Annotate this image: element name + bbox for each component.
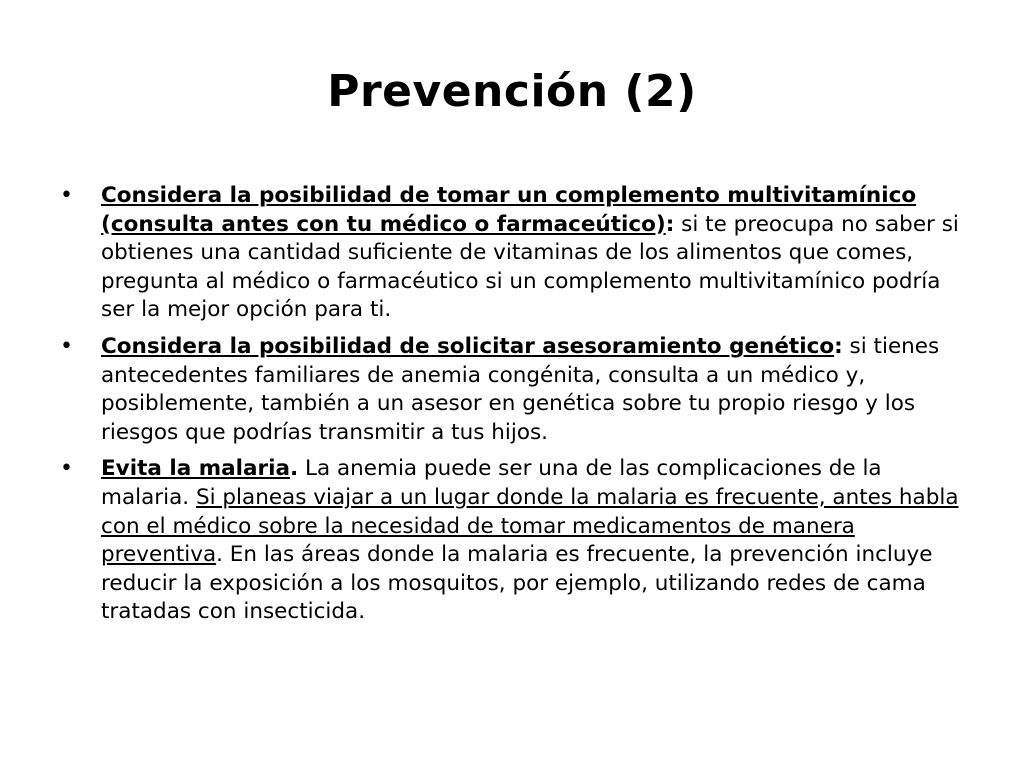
- bullet-heading-suffix: :: [834, 333, 843, 359]
- bullet-marker: •: [60, 333, 73, 359]
- bullet-body: si te preocupa no saber si obtienes una cantidad suficiente de vitaminas de los alimentos que comes, pregunta al médico o farmacéutico si un complemento multivitamínico podría ser la mejor opción para ti.: [101, 211, 959, 323]
- bullet-marker: •: [60, 183, 73, 208]
- bullet-heading: Considera la posibilidad de solicitar asesoramiento genético: [101, 333, 835, 359]
- bullet-body: si tienes antecedentes familiares de anemia congénita, consulta a un médico y, posiblemente, también a un asesor en genética sobre tu propio riesgo y los riesgos que podrías transmitir a tus hijos.: [101, 333, 940, 445]
- bullet-heading: Considera la posibilidad de tomar un complemento multivitamínico (consulta antes con tu médico o farmaceútico): [101, 183, 917, 237]
- bullet-body-underlined: Si planeas viajar a un lugar donde la malaria es frecuente, antes habla con el médico sobre la necesidad de tomar medicamentos de manera preventiva: [101, 484, 959, 568]
- bullet-heading: Evita la malaria: [101, 456, 290, 482]
- bullet-heading-suffix: .: [289, 456, 299, 482]
- bullet-marker: •: [60, 456, 73, 482]
- bullet-body-post: . En las áreas donde la malaria es frecuente, la prevención incluye reducir la exposición a los mosquitos, por ejemplo, utilizando redes de cama tratadas con insecticida.: [101, 542, 933, 625]
- bullet-heading-suffix: :: [665, 211, 675, 237]
- bullet-item-malaria: [60, 455, 970, 627]
- bullet-item-genetic-counseling: [60, 333, 970, 447]
- bullet-item-multivitamin: [60, 182, 970, 325]
- bullet-list: [60, 182, 970, 635]
- bullet-body-pre: La anemia puede ser una de las complicaciones de la malaria.: [101, 456, 882, 510]
- slide-title: Prevención (2): [327, 66, 697, 117]
